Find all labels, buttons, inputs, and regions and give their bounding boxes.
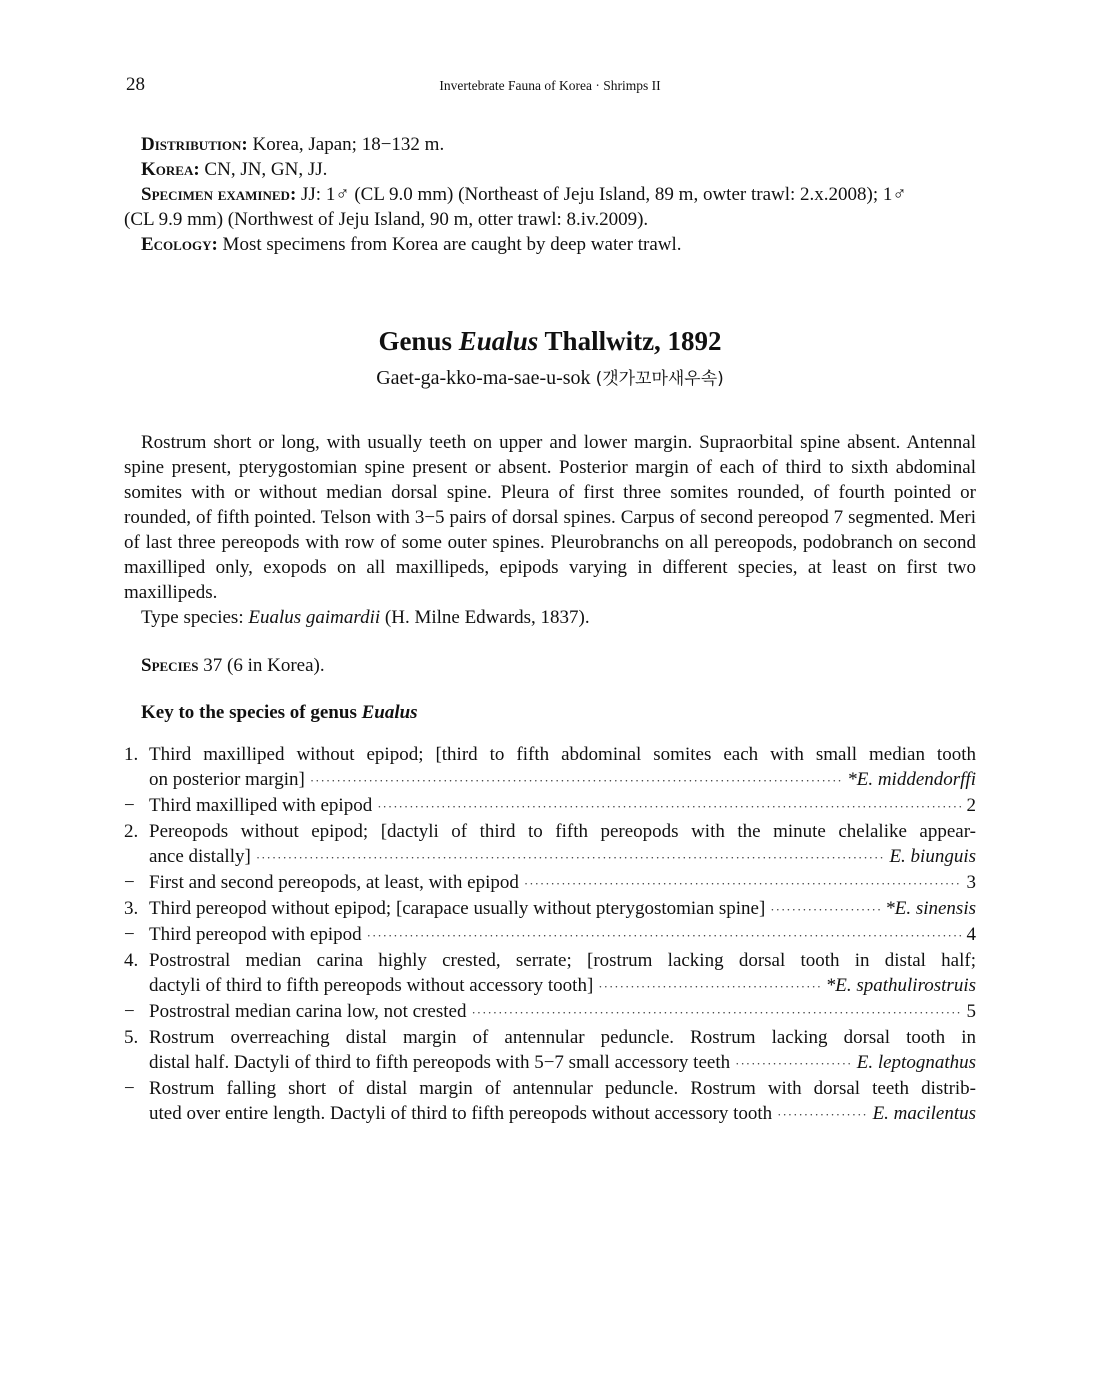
key-entry-leader-line [149, 870, 976, 896]
key-entry-text: Postrostral median carina low, not crested [149, 1001, 467, 1022]
leader-dots [310, 768, 842, 793]
key-species-name: E. macilentus [872, 1103, 976, 1124]
leader-dots [524, 871, 962, 896]
korea-text: CN, JN, GN, JJ. [204, 159, 328, 180]
specimen-text-1: JJ: 1♂ (CL 9.0 mm) (Northeast of Jeju Island, 89 m, owter trawl: 2.x.2008); 1♂ [301, 184, 907, 205]
leader-dots [377, 794, 961, 819]
distribution-label: Distribution [141, 134, 242, 155]
key-entry [124, 1076, 976, 1127]
ecology-label: Ecology [141, 234, 212, 255]
key-entry-text: Third maxilliped without epipod; [third to fifth abdominal somites each with small median tooth [149, 744, 976, 765]
key-entry-text: Rostrum falling short of distal margin of antennular peduncle. Rostrum with dorsal teeth distrib- [149, 1078, 976, 1099]
key-entry-text: First and second pereopods, at least, with epipod [149, 872, 519, 893]
type-species-name: Eualus gaimardii [248, 607, 381, 628]
key-species-name: E. leptognathus [856, 1052, 976, 1073]
identification-key [124, 742, 976, 1127]
key-entry [124, 896, 976, 922]
key-entry-number: − [124, 924, 135, 945]
genus-title-author: Thallwitz, 1892 [544, 326, 722, 356]
key-entry [124, 999, 976, 1025]
key-entry [124, 742, 976, 793]
key-title-genus: Eualus [361, 702, 418, 723]
specimen-label: Specimen examined [141, 184, 290, 205]
ecology-line: Ecology: Most specimens from Korea are caught by deep water trawl. [141, 234, 682, 255]
distribution-line: Distribution: Korea, Japan; 18−132 m. [141, 134, 445, 155]
korea-label: Korea [141, 159, 194, 180]
key-entry-text: ance distally] [149, 846, 251, 867]
key-entry-number: 2. [124, 821, 139, 842]
key-entry-number: − [124, 872, 135, 893]
leader-dots [367, 923, 962, 948]
specimen-line: Specimen examined: JJ: 1♂ (CL 9.0 mm) (Northeast of Jeju Island, 89 m, owter trawl: 2.x.2008); 1♂ [141, 184, 907, 205]
key-entry-number: − [124, 795, 135, 816]
key-entry-number: 5. [124, 1027, 139, 1048]
key-entry [124, 819, 976, 870]
key-species-name: E. biunguis [889, 846, 976, 867]
key-entry [124, 948, 976, 999]
key-species-name: *E. middendorffi [847, 769, 976, 790]
type-species-author: (H. Milne Edwards, 1837). [384, 607, 590, 628]
species-text: 37 (6 in Korea). [203, 655, 325, 676]
specimen-line-2 [124, 207, 976, 232]
species-meta [124, 132, 976, 257]
key-entry-text: Third pereopod without epipod; [carapace usually without pterygostomian spine] [149, 898, 766, 919]
key-entry-text: on posterior margin] [149, 769, 305, 790]
key-entry-text: distal half. Dactyli of third to fifth pereopods with 5−7 small accessory teeth [149, 1052, 731, 1073]
key-entry-leader-line [149, 973, 976, 999]
key-entry-text: Rostrum overreaching distal margin of antennular peduncle. Rostrum lacking dorsal tooth in [149, 1027, 976, 1048]
key-entry-leader-line [149, 1101, 976, 1127]
key-couplet-ref: 2 [966, 795, 976, 816]
genus-title-name: Eualus [458, 326, 539, 356]
key-entry-leader-line [149, 793, 976, 819]
key-entry-text: Pereopods without epipod; [dactyli of third to fifth pereopods with the minute chelalike appear- [149, 821, 976, 842]
type-species-label: Type species: [141, 607, 244, 628]
genus-korean: (갯가꼬마새우속) [595, 369, 724, 389]
key-entry-text: dactyli of third to fifth pereopods without accessory tooth] [149, 975, 594, 996]
key-couplet-ref: 3 [966, 872, 976, 893]
key-title-text: Key to the species of genus [141, 702, 357, 723]
genus-title-pre: Genus [378, 326, 452, 356]
key-entry [124, 870, 976, 896]
genus-title [0, 326, 1100, 357]
key-entry-leader-line [149, 1050, 976, 1076]
leader-dots [777, 1102, 867, 1127]
key-couplet-ref: 5 [966, 1001, 976, 1022]
genus-description [124, 430, 976, 605]
key-entry-leader-line [149, 999, 976, 1025]
key-species-name: *E. spathulirostruis [825, 975, 976, 996]
genus-romanized: Gaet-ga-kko-ma-sae-u-sok [376, 367, 591, 389]
type-species [141, 605, 590, 630]
key-entry-number: 3. [124, 898, 139, 919]
ecology-text: Most specimens from Korea are caught by deep water trawl. [222, 234, 682, 255]
page-number: 28 [126, 74, 145, 95]
specimen-text-2: (CL 9.9 mm) (Northwest of Jeju Island, 90 m, otter trawl: 8.iv.2009). [124, 209, 649, 230]
key-entry-text: Third pereopod with epipod [149, 924, 362, 945]
key-entry-leader-line [149, 767, 976, 793]
key-entry-leader-line [149, 922, 976, 948]
key-couplet-ref: 4 [966, 924, 976, 945]
leader-dots [598, 974, 820, 999]
korea-line: Korea: CN, JN, GN, JJ. [141, 159, 328, 180]
leader-dots [735, 1051, 852, 1076]
species-label: Species [141, 655, 199, 676]
description-paragraph: Rostrum short or long, with usually teeth on upper and lower margin. Supraorbital spine absent. Antennal spine present, pterygostomian spine present or absent. Posterior margin of each of third to sixth abdominal somites with or without median dorsal spine. Pleura of first three somites rounded, of fourth pointed or rounded, of fifth pointed. Telson with 3−5 pairs of dorsal spines. Carpus of second pereopod 7 segmented. Meri of last three pereopods with row of some outer spines. Pleurobranchs on all pereopods, podobranch on second maxilliped only, exopods on all maxillipeds, epipods varying in different species, at least on first two maxillipeds. [124, 432, 976, 603]
distribution-text: Korea, Japan; 18−132 m. [252, 134, 445, 155]
leader-dots [256, 845, 885, 870]
key-entry-number: 1. [124, 744, 139, 765]
running-head: Invertebrate Fauna of Korea · Shrimps II [439, 78, 661, 93]
key-entry [124, 793, 976, 819]
leader-dots [770, 897, 880, 922]
key-entry-text: Third maxilliped with epipod [149, 795, 373, 816]
key-entry-leader-line [149, 844, 976, 870]
leader-dots [471, 1000, 961, 1025]
key-entry [124, 1025, 976, 1076]
key-entry [124, 922, 976, 948]
key-entry-leader-line [149, 896, 976, 922]
key-entry-number: − [124, 1078, 135, 1099]
key-entry-text: uted over entire length. Dactyli of third to fifth pereopods without accessory tooth [149, 1103, 773, 1124]
key-title [141, 702, 418, 724]
key-entry-text: Postrostral median carina highly crested, serrate; [rostrum lacking dorsal tooth in distal half; [149, 950, 976, 971]
key-entry-number: − [124, 1001, 135, 1022]
key-species-name: *E. sinensis [885, 898, 976, 919]
species-count [141, 655, 325, 677]
key-entry-number: 4. [124, 950, 139, 971]
genus-subtitle [0, 364, 1100, 390]
